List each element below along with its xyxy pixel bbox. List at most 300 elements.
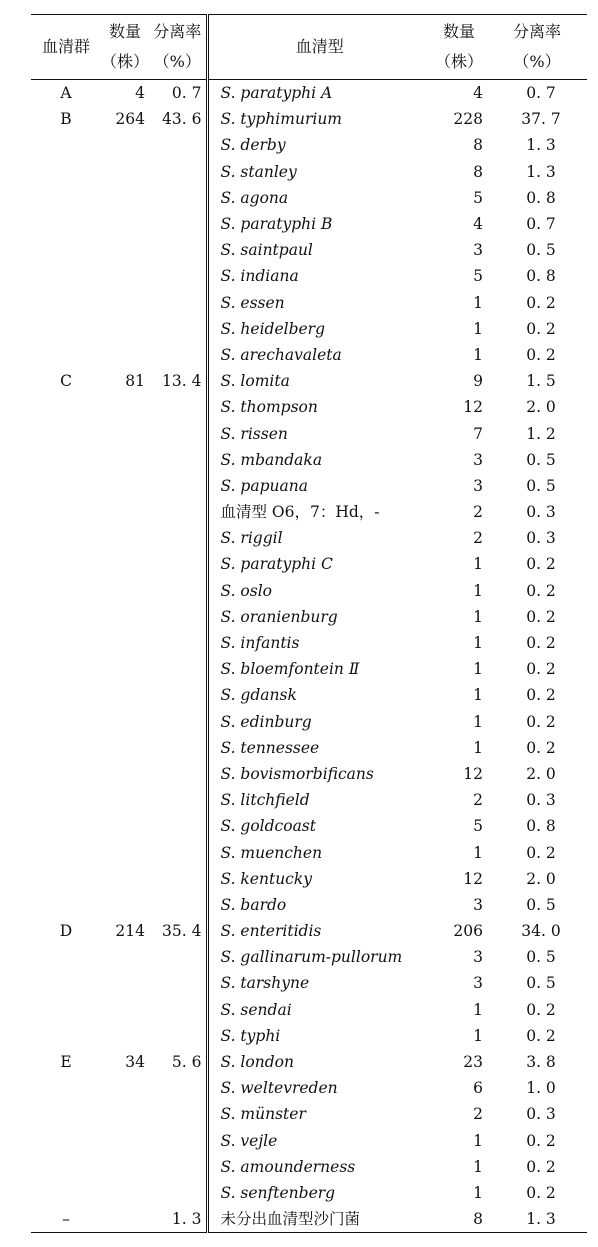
serotype-count-cell: 1 xyxy=(473,1157,483,1176)
serotype-cell: S. enteritidis xyxy=(220,922,322,941)
group-cell xyxy=(31,447,101,473)
group-count-cell xyxy=(101,420,149,446)
serotype-count-cell: 2 xyxy=(473,503,483,522)
serotype-cell: S. typhi xyxy=(220,1026,281,1045)
serotype-cell: S. kentucky xyxy=(220,869,313,888)
serotype-count-cell: 23 xyxy=(463,1053,483,1072)
serotype-rate-cell: 0. 5 xyxy=(526,895,556,914)
table-row xyxy=(31,420,587,446)
group-cell: B xyxy=(60,110,72,129)
group-rate-cell xyxy=(149,290,207,316)
serotype-rate-cell: 0. 3 xyxy=(526,503,556,522)
serotype-cell: S. lomita xyxy=(220,372,290,391)
group-rate-cell xyxy=(149,263,207,289)
serotype-cell: S. london xyxy=(220,1053,294,1072)
group-cell xyxy=(31,735,101,761)
group-rate-cell xyxy=(149,735,207,761)
table-row xyxy=(31,185,587,211)
serotype-cell: S. indiana xyxy=(220,267,299,286)
group-cell xyxy=(31,1023,101,1049)
serotype-cell: S. oranienburg xyxy=(220,607,338,626)
table-row xyxy=(31,368,587,394)
serotype-rate-cell: 0. 5 xyxy=(526,476,556,495)
group-rate-cell xyxy=(149,447,207,473)
serotype-rate-cell: 0. 2 xyxy=(526,1131,556,1150)
group-rate-cell xyxy=(149,1075,207,1101)
serotype-count-cell: 3 xyxy=(473,974,483,993)
group-cell xyxy=(31,709,101,735)
serotype-rate-cell: 0. 2 xyxy=(526,738,556,757)
group-count-cell xyxy=(101,447,149,473)
table-row xyxy=(31,787,587,813)
serotype-count-cell: 206 xyxy=(453,922,483,941)
serotype-rate-cell: 0. 5 xyxy=(526,948,556,967)
table-row xyxy=(31,1049,587,1075)
serotype-count-cell: 8 xyxy=(473,162,483,181)
group-rate-cell xyxy=(149,551,207,577)
group-rate-cell xyxy=(149,813,207,839)
table-row xyxy=(31,342,587,368)
group-cell xyxy=(31,420,101,446)
header-row xyxy=(31,15,587,80)
group-count-cell: 264 xyxy=(115,110,145,129)
table-row xyxy=(31,1023,587,1049)
group-count-cell: 81 xyxy=(125,372,145,391)
group-cell: A xyxy=(60,84,72,103)
table-row xyxy=(31,970,587,996)
header-serotype-rate: 分离率 （%） xyxy=(487,15,587,80)
serotype-rate-cell: 1. 2 xyxy=(526,424,556,443)
serotype-cell: S. oslo xyxy=(220,581,272,600)
serotype-rate-cell: 0. 2 xyxy=(526,1157,556,1176)
serotype-rate-cell: 2. 0 xyxy=(526,869,556,888)
group-count-cell xyxy=(101,944,149,970)
group-cell xyxy=(31,290,101,316)
serotype-cell: S. goldcoast xyxy=(220,817,316,836)
group-cell xyxy=(31,1075,101,1101)
header-rate: 分离率 （%） xyxy=(149,15,207,80)
serotype-rate-cell: 0. 2 xyxy=(526,660,556,679)
group-cell xyxy=(31,682,101,708)
group-count-cell xyxy=(101,237,149,263)
group-count-cell xyxy=(101,290,149,316)
table-row xyxy=(31,106,587,132)
header-serotype-count: 数量 （株） xyxy=(431,15,487,80)
group-cell xyxy=(31,237,101,263)
serotype-count-cell: 1 xyxy=(473,1131,483,1150)
serotype-cell: S. agona xyxy=(220,188,289,207)
header-serotype: 血清型 xyxy=(207,15,431,80)
serotype-count-cell: 228 xyxy=(453,110,483,129)
group-rate-cell xyxy=(149,630,207,656)
serotype-count-cell: 3 xyxy=(473,948,483,967)
serotype-rate-cell: 0. 5 xyxy=(526,241,556,260)
serotype-cell: S. paratyphi B xyxy=(220,215,333,234)
serotype-cell: S. edinburg xyxy=(220,712,312,731)
group-cell xyxy=(31,997,101,1023)
serotype-cell: S. derby xyxy=(220,136,286,155)
serotype-rate-cell: 0. 2 xyxy=(526,712,556,731)
serotype-count-cell: 12 xyxy=(463,398,483,417)
group-count-cell xyxy=(101,787,149,813)
group-rate-cell xyxy=(149,499,207,525)
serotype-cell: S. infantis xyxy=(220,634,300,653)
group-rate-cell: 1. 3 xyxy=(149,1206,207,1233)
group-cell xyxy=(31,656,101,682)
table-row xyxy=(31,1154,587,1180)
serotype-count-cell: 3 xyxy=(473,476,483,495)
serotype-cell: S. tarshyne xyxy=(220,974,310,993)
group-count-cell xyxy=(101,604,149,630)
group-cell xyxy=(31,159,101,185)
table-header xyxy=(31,15,587,80)
table-row xyxy=(31,682,587,708)
serotype-rate-cell: 0. 2 xyxy=(526,345,556,364)
group-cell xyxy=(31,1128,101,1154)
group-rate-cell xyxy=(149,866,207,892)
header-count: 数量 （株） xyxy=(101,15,149,80)
group-rate-cell xyxy=(149,656,207,682)
serotype-rate-cell: 0. 8 xyxy=(526,188,556,207)
group-cell xyxy=(31,630,101,656)
group-rate-cell xyxy=(149,1128,207,1154)
group-rate-cell xyxy=(149,787,207,813)
serotype-count-cell: 1 xyxy=(473,555,483,574)
group-rate-cell xyxy=(149,185,207,211)
group-count-cell xyxy=(101,761,149,787)
group-count-cell xyxy=(101,735,149,761)
group-rate-cell xyxy=(149,944,207,970)
table-row xyxy=(31,551,587,577)
serotype-cell: S. mbandaka xyxy=(220,450,323,469)
serotype-cell: S. bloemfontein Ⅱ xyxy=(220,660,360,679)
group-cell xyxy=(31,473,101,499)
serotype-rate-cell: 1. 3 xyxy=(526,136,556,155)
serotype-rate-cell: 34. 0 xyxy=(521,922,561,941)
group-rate-cell: 43. 6 xyxy=(149,106,207,132)
serotype-count-cell: 1 xyxy=(473,1183,483,1202)
table-row xyxy=(31,604,587,630)
serotype-count-cell: 4 xyxy=(473,84,483,103)
table-row xyxy=(31,1180,587,1206)
serotype-cell: S. stanley xyxy=(220,162,297,181)
table-row xyxy=(31,316,587,342)
serotype-count-cell: 1 xyxy=(473,843,483,862)
group-cell xyxy=(31,499,101,525)
serotype-rate-cell: 0. 5 xyxy=(526,974,556,993)
serotype-table xyxy=(31,14,587,1233)
serotype-cell: S. paratyphi C xyxy=(220,555,333,574)
serotype-cell: S. bardo xyxy=(220,895,287,914)
group-cell xyxy=(31,604,101,630)
group-count-cell xyxy=(101,551,149,577)
serotype-cell: S. essen xyxy=(220,293,285,312)
group-count-cell xyxy=(101,159,149,185)
group-count-cell xyxy=(101,1023,149,1049)
serotype-cell: 血清型 O6，7：Hd，- xyxy=(220,503,380,522)
group-count-cell xyxy=(101,1154,149,1180)
serotype-rate-cell: 1. 0 xyxy=(526,1079,556,1098)
serotype-cell: S. weltevreden xyxy=(220,1079,338,1098)
serotype-rate-cell: 0. 2 xyxy=(526,607,556,626)
serotype-rate-cell: 1. 5 xyxy=(526,372,556,391)
serotype-count-cell: 1 xyxy=(473,660,483,679)
group-count-cell xyxy=(101,866,149,892)
serotype-count-cell: 1 xyxy=(473,581,483,600)
serotype-rate-cell: 0. 2 xyxy=(526,634,556,653)
group-cell xyxy=(31,813,101,839)
serotype-cell: S. tennessee xyxy=(220,738,320,757)
table-row xyxy=(31,656,587,682)
table-row xyxy=(31,1128,587,1154)
group-cell xyxy=(31,211,101,237)
serotype-cell: S. gdansk xyxy=(220,686,297,705)
table-row xyxy=(31,394,587,420)
serotype-rate-cell: 0. 2 xyxy=(526,555,556,574)
group-rate-cell xyxy=(149,525,207,551)
group-cell xyxy=(31,1101,101,1127)
serotype-count-cell: 12 xyxy=(463,764,483,783)
serotype-rate-cell: 0. 3 xyxy=(526,1105,556,1124)
group-count-cell xyxy=(101,132,149,158)
group-cell xyxy=(31,892,101,918)
table-row xyxy=(31,813,587,839)
group-cell xyxy=(31,787,101,813)
serotype-cell: S. amounderness xyxy=(220,1157,356,1176)
serotype-count-cell: 1 xyxy=(473,712,483,731)
group-rate-cell xyxy=(149,1023,207,1049)
group-count-cell xyxy=(101,997,149,1023)
serotype-cell: S. saintpaul xyxy=(220,241,313,260)
group-cell xyxy=(31,316,101,342)
group-count-cell xyxy=(101,813,149,839)
group-rate-cell xyxy=(149,211,207,237)
group-count-cell: 34 xyxy=(125,1053,145,1072)
serotype-count-cell: 3 xyxy=(473,450,483,469)
serotype-count-cell: 8 xyxy=(431,1206,487,1233)
serotype-rate-cell: 0. 2 xyxy=(526,1000,556,1019)
table-row xyxy=(31,892,587,918)
group-cell xyxy=(31,394,101,420)
serotype-rate-cell: 1. 3 xyxy=(487,1206,587,1233)
group-count-cell xyxy=(101,211,149,237)
group-cell: E xyxy=(60,1053,72,1072)
group-rate-cell xyxy=(149,316,207,342)
serotype-cell: S. senftenberg xyxy=(220,1183,336,1202)
group-rate-cell xyxy=(149,159,207,185)
serotype-count-cell: 1 xyxy=(473,293,483,312)
serotype-cell: S. münster xyxy=(220,1105,306,1124)
serotype-rate-cell: 0. 2 xyxy=(526,1183,556,1202)
group-cell xyxy=(31,342,101,368)
serotype-rate-cell: 2. 0 xyxy=(526,764,556,783)
serotype-count-cell: 1 xyxy=(473,1000,483,1019)
serotype-count-cell: 3 xyxy=(473,241,483,260)
group-rate-cell: 13. 4 xyxy=(149,368,207,394)
serotype-rate-cell: 0. 3 xyxy=(526,791,556,810)
table-row xyxy=(31,473,587,499)
serotype-count-cell: 5 xyxy=(473,267,483,286)
group-rate-cell xyxy=(149,1154,207,1180)
serotype-count-cell: 1 xyxy=(473,738,483,757)
group-rate-cell xyxy=(149,761,207,787)
serotype-rate-cell: 3. 8 xyxy=(526,1053,556,1072)
group-cell: D xyxy=(59,922,73,941)
group-cell xyxy=(31,1180,101,1206)
serotype-count-cell: 1 xyxy=(473,1026,483,1045)
serotype-count-cell: 1 xyxy=(473,634,483,653)
table-row xyxy=(31,525,587,551)
group-count-cell xyxy=(101,316,149,342)
group-rate-cell xyxy=(149,892,207,918)
table-row xyxy=(31,290,587,316)
header-group: 血清群 xyxy=(31,15,101,80)
group-rate-cell xyxy=(149,604,207,630)
serotype-rate-cell: 0. 3 xyxy=(526,529,556,548)
serotype-count-cell: 5 xyxy=(473,188,483,207)
group-count-cell xyxy=(101,682,149,708)
serotype-count-cell: 9 xyxy=(473,372,483,391)
group-rate-cell: 0. 7 xyxy=(149,80,207,107)
table-row xyxy=(31,735,587,761)
group-rate-cell xyxy=(149,1180,207,1206)
group-count-cell xyxy=(101,709,149,735)
serotype-cell: S. gallinarum-pullorum xyxy=(220,948,403,967)
table-row xyxy=(31,630,587,656)
table-row xyxy=(31,1075,587,1101)
table-row xyxy=(31,447,587,473)
group-count-cell xyxy=(101,525,149,551)
serotype-rate-cell: 0. 8 xyxy=(526,267,556,286)
group-rate-cell xyxy=(149,342,207,368)
group-count-cell xyxy=(101,656,149,682)
table-row xyxy=(31,263,587,289)
serotype-cell: S. thompson xyxy=(220,398,318,417)
table-row xyxy=(31,159,587,185)
group-count-cell xyxy=(101,892,149,918)
group-count-cell xyxy=(101,473,149,499)
serotype-rate-cell: 0. 7 xyxy=(526,84,556,103)
serotype-rate-cell: 0. 8 xyxy=(526,817,556,836)
serotype-cell: S. sendai xyxy=(220,1000,292,1019)
serotype-cell: S. typhimurium xyxy=(220,110,342,129)
serotype-rate-cell: 1. 3 xyxy=(526,162,556,181)
table-row xyxy=(31,709,587,735)
group-count-cell xyxy=(101,1206,149,1233)
serotype-rate-cell: 2. 0 xyxy=(526,398,556,417)
table-row xyxy=(31,918,587,944)
group-rate-cell xyxy=(149,394,207,420)
group-count-cell xyxy=(101,1128,149,1154)
table-row xyxy=(31,237,587,263)
group-rate-cell xyxy=(149,132,207,158)
serotype-cell: S. paratyphi A xyxy=(220,84,333,103)
table-row xyxy=(31,997,587,1023)
group-rate-cell xyxy=(149,420,207,446)
group-cell xyxy=(31,185,101,211)
serotype-count-cell: 2 xyxy=(473,529,483,548)
serotype-count-cell: 12 xyxy=(463,869,483,888)
serotype-count-cell: 2 xyxy=(473,1105,483,1124)
serotype-count-cell: 6 xyxy=(473,1079,483,1098)
group-cell: – xyxy=(31,1206,101,1233)
serotype-cell: S. litchfield xyxy=(220,791,310,810)
serotype-rate-cell: 0. 7 xyxy=(526,215,556,234)
group-cell xyxy=(31,1154,101,1180)
serotype-rate-cell: 0. 2 xyxy=(526,293,556,312)
serotype-count-cell: 8 xyxy=(473,136,483,155)
group-rate-cell xyxy=(149,237,207,263)
group-cell xyxy=(31,551,101,577)
group-count-cell xyxy=(101,1180,149,1206)
serotype-count-cell: 1 xyxy=(473,319,483,338)
group-rate-cell xyxy=(149,578,207,604)
group-cell xyxy=(31,944,101,970)
table-row xyxy=(31,839,587,865)
group-rate-cell xyxy=(149,970,207,996)
group-cell xyxy=(31,525,101,551)
group-count-cell xyxy=(101,499,149,525)
group-cell xyxy=(31,263,101,289)
serotype-rate-cell: 37. 7 xyxy=(521,110,561,129)
group-count-cell xyxy=(101,1075,149,1101)
serotype-cell: S. arechavaleta xyxy=(220,345,342,364)
serotype-count-cell: 1 xyxy=(473,686,483,705)
table-row xyxy=(31,211,587,237)
serotype-count-cell: 5 xyxy=(473,817,483,836)
group-count-cell: 4 xyxy=(135,84,145,103)
serotype-count-cell: 1 xyxy=(473,345,483,364)
serotype-cell: S. papuana xyxy=(220,476,308,495)
serotype-cell: 未分出血清型沙门菌 xyxy=(207,1206,431,1233)
table-row xyxy=(31,132,587,158)
group-count-cell xyxy=(101,394,149,420)
group-count-cell xyxy=(101,578,149,604)
group-count-cell xyxy=(101,970,149,996)
group-count-cell xyxy=(101,630,149,656)
group-cell xyxy=(31,970,101,996)
serotype-count-cell: 2 xyxy=(473,791,483,810)
serotype-rate-cell: 0. 5 xyxy=(526,450,556,469)
group-cell xyxy=(31,761,101,787)
group-count-cell xyxy=(101,263,149,289)
group-rate-cell xyxy=(149,473,207,499)
group-rate-cell: 35. 4 xyxy=(149,918,207,944)
serotype-count-cell: 1 xyxy=(473,607,483,626)
table-row xyxy=(31,80,587,107)
group-rate-cell xyxy=(149,839,207,865)
serotype-rate-cell: 0. 2 xyxy=(526,686,556,705)
group-count-cell xyxy=(101,342,149,368)
table-row xyxy=(31,499,587,525)
serotype-count-cell: 4 xyxy=(473,215,483,234)
serotype-cell: S. rissen xyxy=(220,424,288,443)
table-row xyxy=(31,944,587,970)
group-rate-cell xyxy=(149,709,207,735)
group-rate-cell xyxy=(149,1101,207,1127)
group-count-cell xyxy=(101,839,149,865)
serotype-rate-cell: 0. 2 xyxy=(526,319,556,338)
group-cell xyxy=(31,132,101,158)
serotype-cell: S. heidelberg xyxy=(220,319,326,338)
serotype-rate-cell: 0. 2 xyxy=(526,843,556,862)
group-rate-cell xyxy=(149,682,207,708)
serotype-cell: S. riggil xyxy=(220,529,283,548)
serotype-rate-cell: 0. 2 xyxy=(526,1026,556,1045)
group-count-cell xyxy=(101,185,149,211)
serotype-cell: S. bovismorbificans xyxy=(220,764,374,783)
serotype-cell: S. muenchen xyxy=(220,843,323,862)
